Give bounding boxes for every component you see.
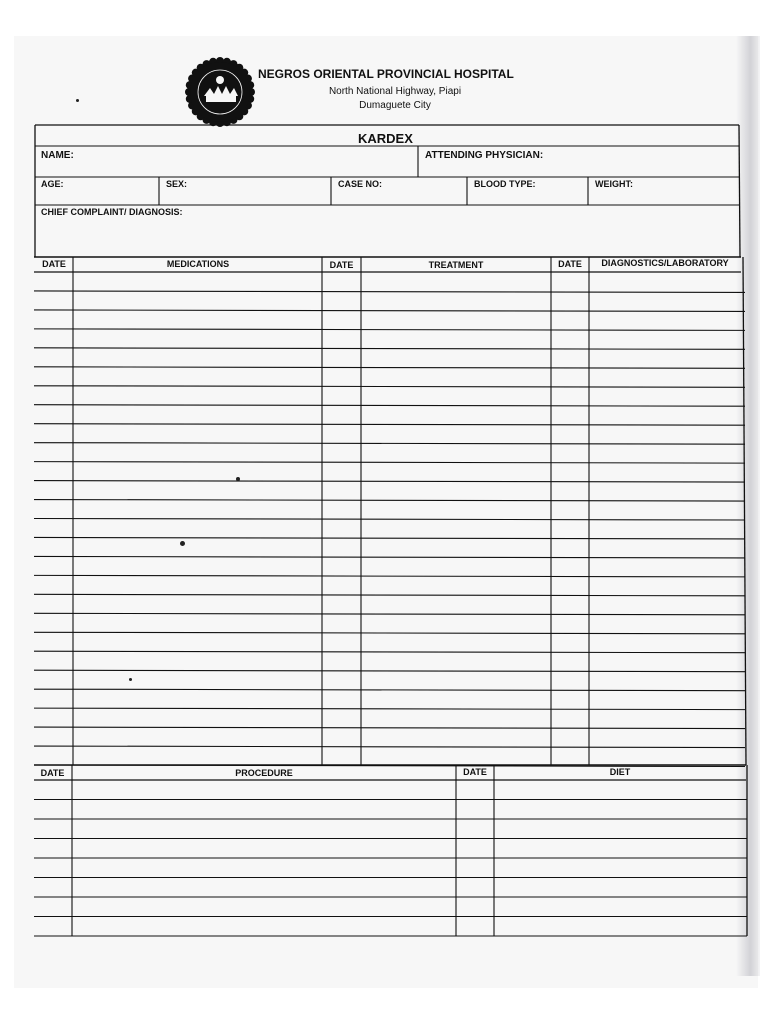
upper-date-header-2: DATE — [329, 260, 354, 270]
procedure-header: PROCEDURE — [235, 768, 293, 778]
case-no-label: CASE NO: — [338, 179, 383, 189]
form-title: KARDEX — [358, 131, 413, 146]
medications-header: MEDICATIONS — [166, 259, 230, 269]
form-rule — [34, 367, 745, 369]
form-rule — [34, 632, 745, 634]
hospital-address-line-2: Dumaguete City — [359, 100, 431, 111]
lower-date-header-2: DATE — [463, 767, 487, 777]
form-rule — [34, 670, 745, 672]
form-rule — [34, 613, 745, 615]
form-rule — [34, 537, 745, 539]
form-rule — [34, 575, 745, 577]
form-rule — [34, 329, 745, 331]
form-rule — [34, 594, 745, 596]
form-rule — [34, 424, 745, 426]
treatment-header: TREATMENT — [428, 260, 484, 270]
scan-speck — [76, 99, 79, 102]
blood-type-label: BLOOD TYPE: — [474, 179, 536, 189]
attending-physician-label: ATTENDING PHYSICIAN: — [425, 150, 544, 161]
form-rule — [34, 310, 745, 312]
kardex-form-grid — [34, 124, 750, 940]
scan-speck — [236, 477, 240, 481]
form-rule — [34, 500, 745, 502]
name-label: NAME: — [41, 150, 74, 161]
form-rule — [34, 348, 745, 350]
form-rule — [34, 708, 745, 710]
form-rule — [34, 519, 745, 521]
diagnostics-laboratory-header: DIAGNOSTICS/LABORATORY — [601, 258, 729, 268]
form-rule — [743, 257, 746, 765]
form-rule — [34, 727, 745, 729]
hospital-name: NEGROS ORIENTAL PROVINCIAL HOSPITAL — [258, 67, 514, 81]
scan-speck — [129, 678, 132, 681]
form-rule — [34, 746, 745, 748]
form-rule — [34, 462, 745, 464]
form-rule — [34, 481, 745, 483]
form-rule — [34, 405, 745, 407]
form-rule — [34, 651, 745, 653]
form-rule — [34, 386, 745, 388]
form-rule — [34, 556, 745, 558]
hospital-address-line-1: North National Highway, Piapi — [328, 86, 462, 97]
age-label: AGE: — [41, 179, 64, 189]
scan-speck — [180, 541, 185, 546]
form-rule — [34, 689, 745, 691]
lower-date-header-1: DATE — [40, 768, 65, 778]
hospital-seal-icon — [184, 56, 256, 128]
diet-header: DIET — [609, 767, 631, 777]
weight-label: WEIGHT: — [595, 179, 633, 189]
form-rule — [34, 443, 745, 445]
upper-date-header-3: DATE — [558, 259, 582, 269]
upper-date-header-1: DATE — [42, 259, 66, 269]
chief-complaint-label: CHIEF COMPLAINT/ DIAGNOSIS: — [41, 207, 183, 217]
form-rule — [34, 291, 745, 293]
sex-label: SEX: — [166, 179, 188, 189]
form-rule — [739, 125, 740, 257]
